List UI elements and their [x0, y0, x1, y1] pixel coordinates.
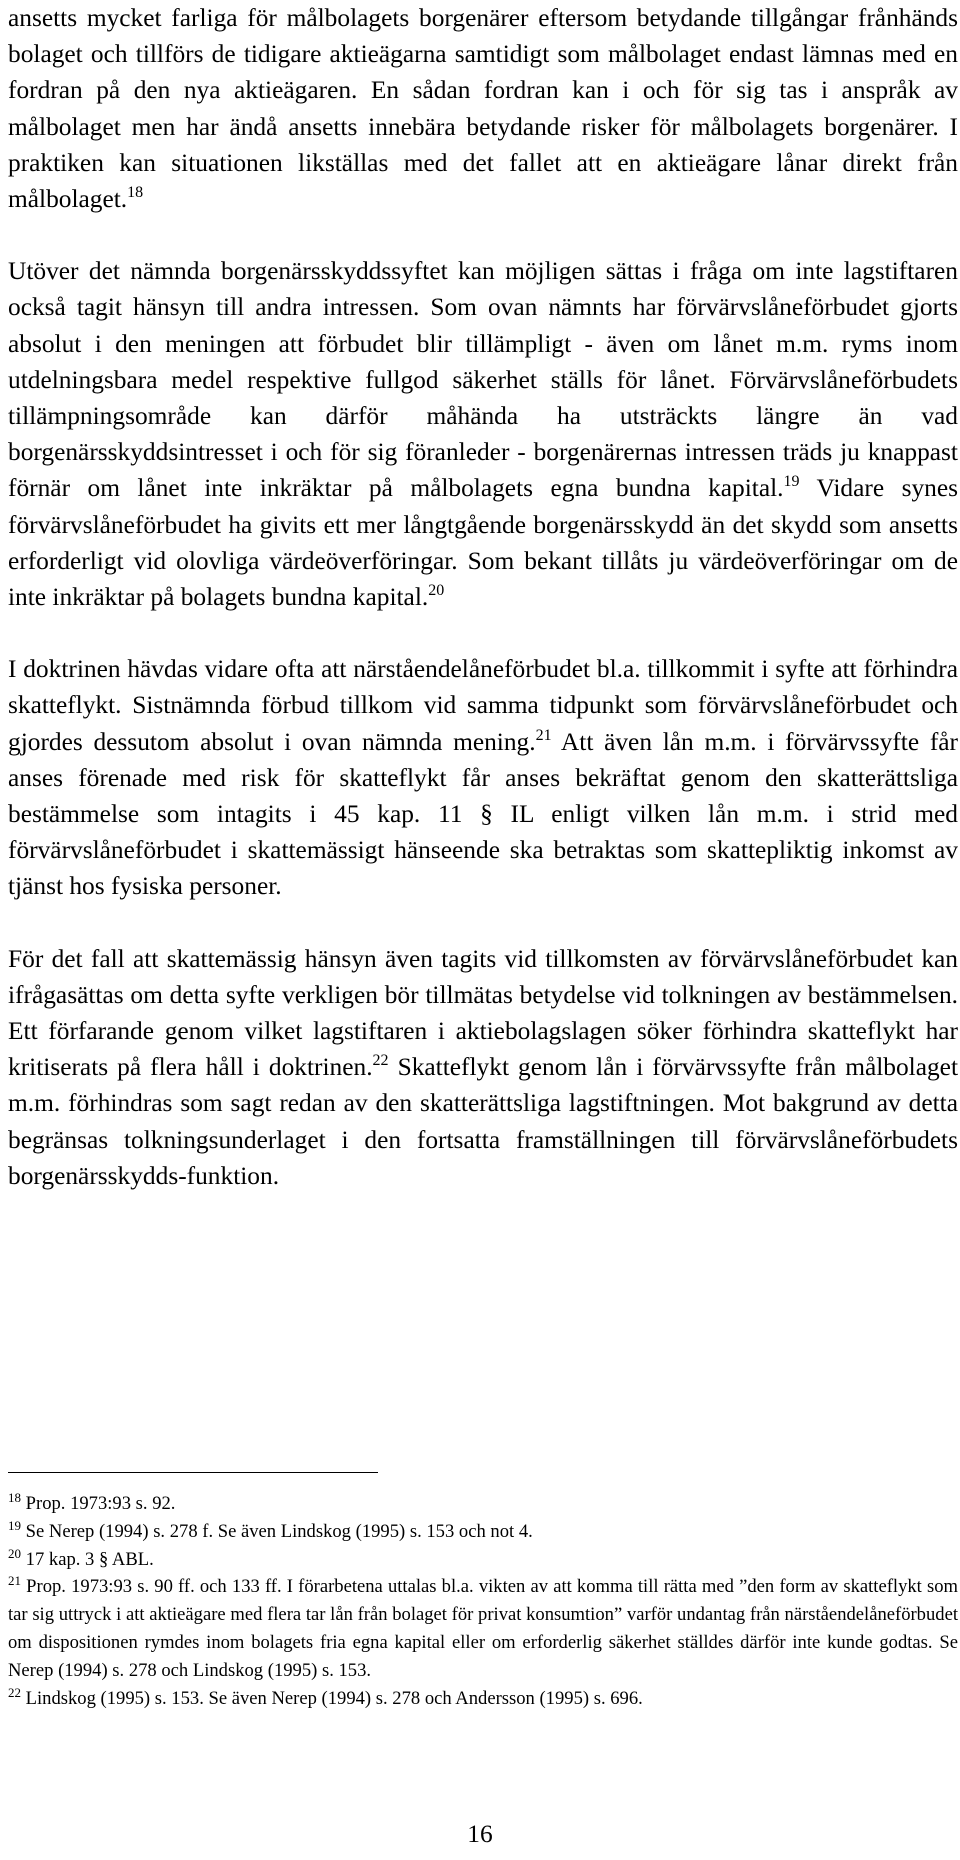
paragraph-1 [8, 0, 958, 217]
footnote-number: 19 [8, 1517, 21, 1533]
footnote-reference[interactable]: 20 [428, 582, 445, 600]
footnote-number: 18 [8, 1490, 21, 1505]
paragraph-3 [8, 651, 958, 904]
paragraph-text: Att även lån m.m. i förvärvssyfte får anses förenade med risk för skatteflykt får anses bekräftat genom den skatterättsliga bestämmelse som intagits i 45 kap. 11 § IL enligt vilken lån m.m. i strid med förvärvslåneförbudet i skattemässigt hänseende ska betraktas som skattepliktig inkomst av tjänst hos fysiska personer. [8, 727, 958, 901]
footnote-separator [8, 1472, 378, 1473]
footnote-22 [8, 1685, 958, 1713]
paragraph-text: Skatteflykt genom lån i förvärvssyfte från målbolaget m.m. förhindras som sagt redan av den skatterättsliga lagstiftningen. Mot bakgrund av detta begränsas tolkningsunderlaget i den fortsatta framställningen till förvärvslåneförbudets borgenärsskydds-funktion. [8, 1053, 959, 1190]
paragraph-text: Vidare synes förvärvslåneförbudet ha givits ett mer långtgående borgenärsskydd än det skydd som ansetts erforderligt vid olovliga värdeöverföringar. Som bekant tillåts ju värdeöverföringar om de inte inkräktar på bolagets bundna kapital. [8, 474, 958, 612]
footnote-reference[interactable]: 21 [535, 726, 552, 744]
body-text [8, 0, 958, 1230]
paragraph-text: I doktrinen hävdas vidare ofta att närståendelåneförbudet bl.a. tillkommit i syfte att förhindra skatteflykt. Sistnämnda förbud tillkom vid samma tidpunkt som förvärvslåneförbudet och gjordes dessutom absolut i ovan nämnda mening. [8, 655, 958, 756]
footnote-21 [8, 1573, 958, 1684]
footnote-reference[interactable]: 19 [783, 473, 800, 491]
paragraph-text: ansetts mycket farliga för målbolagets borgenärer eftersom betydande tillgångar frånhänds bolaget och tillförs de tidigare aktieägarna samtidigt som målbolaget endast lämnas med en fordran på den nya aktieägaren. En sådan fordran kan i och för sig tas i anspråk av målbolaget men har ändå ansetts innebära betydande risker för målbolagets borgenärer. I praktiken kan situationen likställas med det fallet att en aktieägare lånar direkt från målbolaget. [8, 4, 958, 214]
paragraph-text: För det fall att skattemässig hänsyn även tagits vid tillkomsten av förvärvslåneförbudet kan ifrågasättas om detta syfte verkligen bör tillmätas betydelse vid tolkningen av bestämmelsen. Ett förfarande genom vilket lagstiftaren i aktiebolagslagen söker förhindra skatteflykt har kritiserats på flera håll i doktrinen. [8, 944, 958, 1082]
footnote-text: Prop. 1973:93 s. 90 ff. och 133 ff. I förarbetena uttalas bl.a. vikten av att komma till rätta med ”den form av skatteflykt som tar sig uttryck i att aktieägare med flera tar lån från bolaget för privat konsumtion” varför undantag från närståendelåneförbudet om dispositionen rymdes inom bolagets fria egna kapital eller om erforderlig säkerhet ställdes därför inte kunde godtas. Se Nerep (1994) s. 278 och Lindskog (1995) s. 153. [8, 1576, 958, 1681]
footnotes [8, 1490, 958, 1712]
footnote-reference[interactable]: 22 [372, 1052, 389, 1070]
footnote-text: Lindskog (1995) s. 153. Se även Nerep (1994) s. 278 och Andersson (1995) s. 696. [25, 1687, 643, 1709]
paragraph-4 [8, 941, 958, 1194]
footnote-19 [8, 1518, 958, 1546]
footnote-text: Se Nerep (1994) s. 278 f. Se även Lindskog (1995) s. 153 och not 4. [25, 1520, 533, 1542]
footnote-number: 20 [8, 1545, 21, 1561]
footnote-number: 21 [8, 1573, 21, 1589]
footnote-text: 17 kap. 3 § ABL. [25, 1548, 154, 1570]
paragraph-2 [8, 253, 958, 615]
page-number: 16 [467, 1820, 493, 1848]
footnote-18 [8, 1490, 958, 1518]
paragraph-text: Utöver det nämnda borgenärsskyddssyftet kan möjligen sättas i fråga om inte lagstiftaren också tagit hänsyn till andra intressen. Som ovan nämnts har förvärvslåneförbudet gjorts absolut i den meningen att förbudet blir tillämpligt - även om lånet m.m. ryms inom utdelningsbara medel respektive fullgod säkerhet ställs för lånet. Förvärvslåneförbudets tillämpningsområde kan därför måhända ha utsträckts längre än vad borgenärsskyddsintresset i och för sig föranleder - borgenärernas intressen träds ju knappast förnär om lånet inte inkräktar på målbolagets egna bundna kapital. [8, 257, 958, 503]
footnote-reference[interactable]: 18 [127, 184, 144, 202]
footnote-20 [8, 1546, 958, 1574]
footnote-text: Prop. 1973:93 s. 92. [25, 1493, 176, 1514]
footnote-number: 22 [8, 1684, 21, 1700]
